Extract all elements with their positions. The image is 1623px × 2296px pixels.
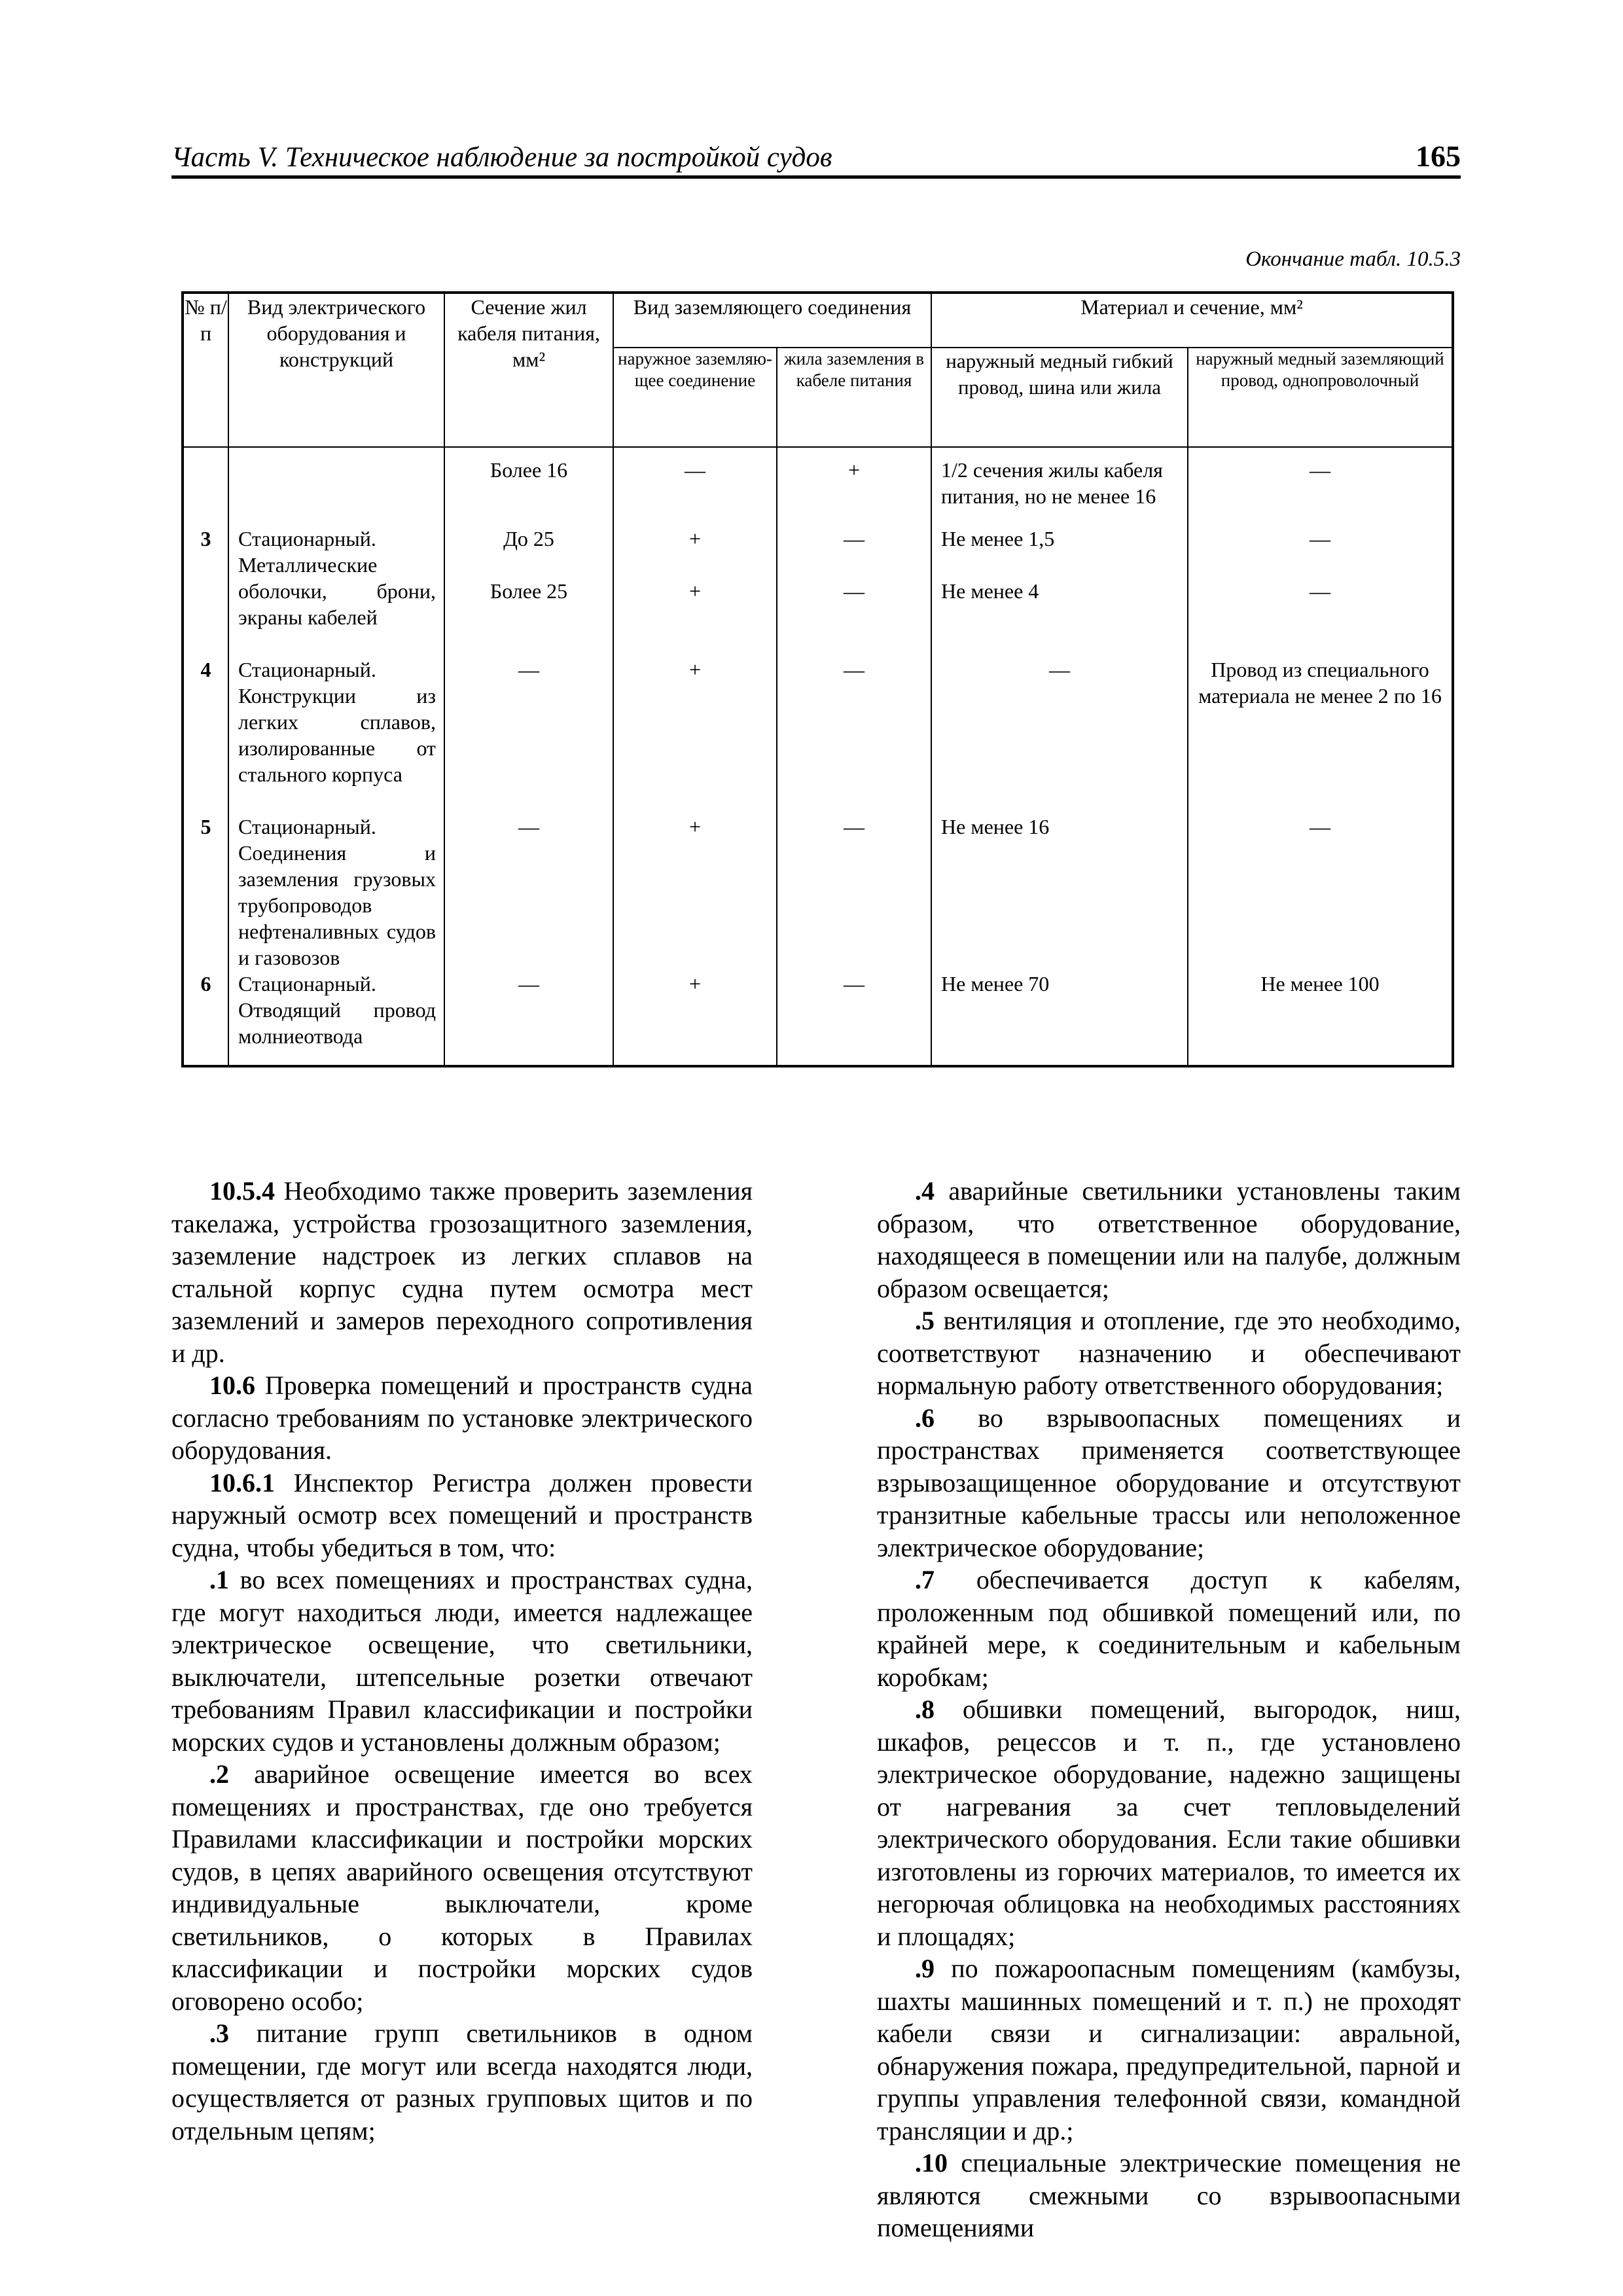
row-equipment: Стационарный. Металлические оболочки, брони, экраны кабелей (228, 526, 444, 656)
paragraph: .4 аварийные светильники установлены таким образом, что ответственное оборудование, находящееся в помещении или на палубе, должным образом освещается; (877, 1176, 1461, 1303)
header-grounding-external: наружное заземляю-щее соединение (613, 348, 777, 447)
paragraph: .6 во взрывоопасных помещениях и пространствах применяется соответствующее взрывозащищенное оборудование и отсутствуют транзитные кабельные трассы или неположенное электрическое оборудование; (877, 1403, 1461, 1562)
row-core: — (777, 578, 931, 656)
table-caption: Окончание табл. 10.5.3 (1245, 247, 1461, 271)
row-equipment (228, 447, 444, 526)
row-num (183, 447, 228, 526)
header-material-solid: наружный медный заземляющий провод, однопроволочный (1188, 348, 1453, 447)
row-num: 3 (183, 526, 228, 656)
row-core: + (777, 447, 931, 526)
paragraph: 10.5.4 Необходимо также проверить заземления такелажа, устройства грозозащитного заземления, заземление надстроек из легких сплавов на стальной корпус судна путем осмотра мест заземлений и замеров переходного сопротивления и др. (171, 1176, 753, 1368)
header-material: Материал и сечение, мм² (931, 293, 1453, 348)
row-core: — (777, 971, 931, 1066)
row-solid: Не менее 100 (1188, 971, 1453, 1066)
header-material-flexible: наружный медный гибкий провод, шина или жила (931, 348, 1188, 447)
row-num: 6 (183, 971, 228, 1066)
page-number: 165 (1416, 139, 1461, 173)
row-section: Более 16 (444, 447, 613, 526)
paragraph: .2 аварийное освещение имеется во всех помещениях и пространствах, где оно требуется Правилами классификации и постройки морских судов, в цепях аварийного освещения отсутствуют индивидуальные выключатели, кроме светильников, о которых в Правилах классификации и постройки морских судов оговорено особо; (171, 1759, 753, 2016)
row-flexible: Не менее 70 (931, 971, 1188, 1066)
row-external: + (613, 656, 777, 814)
row-solid: — (1188, 526, 1453, 578)
paragraph: .9 по пожароопасным помещениям (камбузы, шахты машинных помещений и т. п.) не проходят кабели связи и сигнализации: авральной, обнаружения пожара, предупредительной, парной и группы управления телефонной связи, командной трансляции и др.; (877, 1954, 1461, 2145)
paragraph: 10.6.1 Инспектор Регистра должен провести наружный осмотр всех помещений и пространств судна, чтобы убедиться в том, что: (171, 1467, 753, 1562)
header-grounding-core: жила заземления в кабеле питания (777, 348, 931, 447)
header-grounding-type: Вид заземляющего соединения (613, 293, 931, 348)
grounding-table (181, 291, 1454, 1067)
paragraph: .8 обшивки помещений, выгородок, ниш, шкафов, рецессов и т. п., где установлено электрическое оборудование, надежно защищены от нагревания за счет тепловыделений электрического оборудования. Если такие обшивки изготовлены из горючих материалов, то имеется их негорючая облицовка на необходимых расстояниях и площадях; (877, 1695, 1461, 1951)
row-core: — (777, 814, 931, 971)
row-core: — (777, 526, 931, 578)
row-section: — (444, 656, 613, 814)
paragraph: .1 во всех помещениях и пространствах судна, где могут находиться люди, имеется надлежащее электрическое освещение, что светильники, выключатели, штепсельные розетки отвечают требованиям Правил классификации и постройки морских судов и установлены должным образом; (171, 1565, 753, 1757)
row-equipment: Стационарный. Конструкции из легких сплавов, изолированные от стального корпуса (228, 656, 444, 814)
paragraph: .5 вентиляция и отопление, где это необходимо, соответствуют назначению и обеспечивают нормальную работу ответственного оборудования; (877, 1306, 1461, 1400)
row-external: + (613, 526, 777, 578)
paragraph: 10.6 Проверка помещений и пространств судна согласно требованиям по установке электрического оборудования. (171, 1371, 753, 1465)
header-section: Сечение жил кабеля питания, мм² (444, 293, 613, 447)
row-section: До 25 (444, 526, 613, 578)
row-flexible: Не менее 16 (931, 814, 1188, 971)
paragraph: .10 специальные электрические помещения не являются смежными со взрывоопасными помещениями (877, 2148, 1461, 2242)
paragraph: .7 обеспечивается доступ к кабелям, проложенным под обшивкой помещений или, по крайней мере, к соединительным и кабельным коробкам; (877, 1565, 1461, 1692)
row-solid: — (1188, 447, 1453, 526)
row-equipment: Стационарный. Соединения и заземления грузовых трубопроводов нефтеналивных судов и газовозов (228, 814, 444, 971)
row-external: + (613, 971, 777, 1066)
row-section: — (444, 971, 613, 1066)
row-section: Более 25 (444, 578, 613, 656)
row-external: + (613, 814, 777, 971)
row-section: — (444, 814, 613, 971)
row-external: — (613, 447, 777, 526)
page-header (171, 139, 1461, 178)
row-equipment: Стационарный. Отводящий провод молниеотвода (228, 971, 444, 1066)
row-num: 4 (183, 656, 228, 814)
running-title: Часть V. Техническое наблюдение за постройкой судов (171, 142, 832, 173)
row-flexible: 1/2 сечения жилы кабеля питания, но не менее 16 (931, 447, 1188, 526)
row-solid: Провод из специального материала не менее 2 по 16 (1188, 656, 1453, 814)
row-external: + (613, 578, 777, 656)
row-flexible: Не менее 1,5 (931, 526, 1188, 578)
right-text-column (877, 1175, 1461, 2244)
row-num: 5 (183, 814, 228, 971)
header-rule (171, 175, 1461, 179)
row-flexible: Не менее 4 (931, 578, 1188, 656)
row-solid: — (1188, 578, 1453, 656)
left-text-column (171, 1175, 753, 2147)
header-num: № п/п (183, 293, 228, 447)
row-solid: — (1188, 814, 1453, 971)
paragraph: .3 питание групп светильников в одном помещении, где могут или всегда находятся люди, осуществляется от разных групповых щитов и по отдельным цепям; (171, 2018, 753, 2145)
row-flexible: — (931, 656, 1188, 814)
row-core: — (777, 656, 931, 814)
header-equipment: Вид электрического оборудования и конструкций (228, 293, 444, 447)
